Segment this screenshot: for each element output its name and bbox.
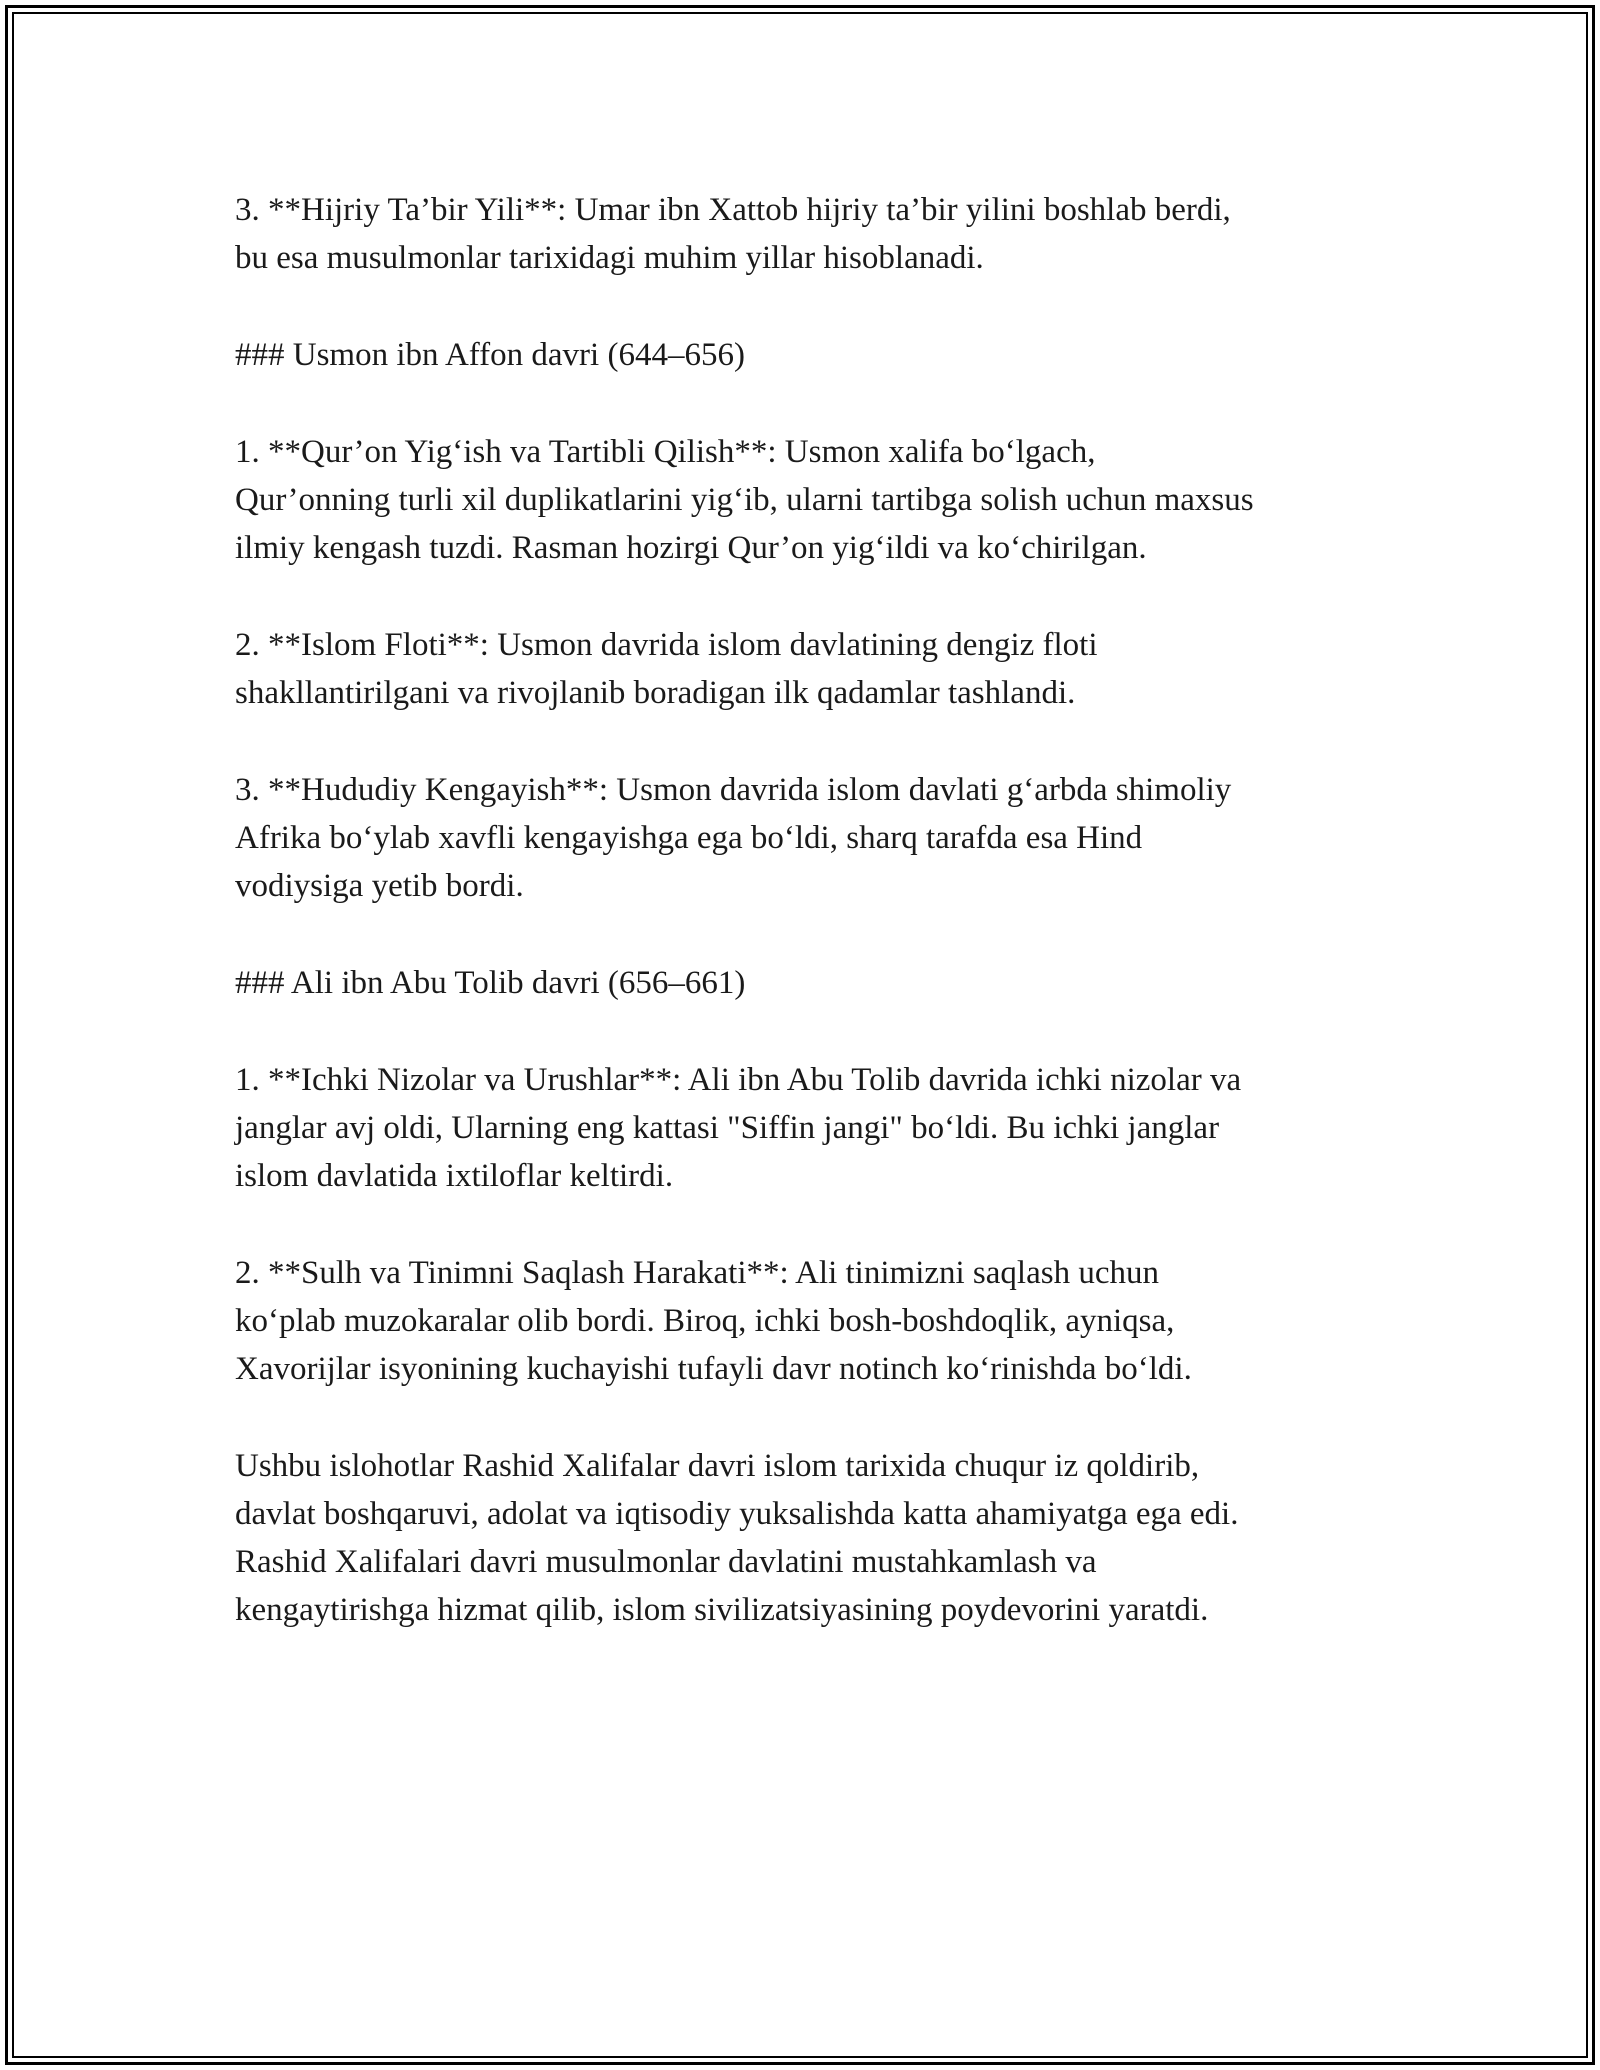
text-line: 2. **Islom Floti**: Usmon davrida islom davlatining dengiz floti [235,627,1098,663]
text-line: islom davlatida ixtiloflar keltirdi. [235,1158,674,1194]
text-line: ko‘plab muzokaralar olib bordi. Biroq, ichki bosh-boshdoqlik, ayniqsa, [235,1303,1175,1339]
text-line: shakllantirilgani va rivojlanib boradigan ilk qadamlar tashlandi. [235,675,1076,711]
text-line: vodiysiga yetib bordi. [235,868,524,904]
text-line: bu esa musulmonlar tarixidagi muhim yillar hisoblanadi. [235,240,984,276]
text-line: Qur’onning turli xil duplikatlarini yig‘ib, ularni tartibga solish uchun maxsus [235,482,1254,518]
text-line: ilmiy kengash tuzdi. Rasman hozirgi Qur’on yig‘ildi va ko‘chirilgan. [235,530,1147,566]
list-item-sulh-harakati [235,1249,1375,1393]
text-line: kengaytirishga hizmat qilib, islom sivilizatsiyasining poydevorini yaratdi. [235,1592,1209,1628]
heading-line: ### Usmon ibn Affon davri (644–656) [235,337,745,373]
text-line: janglar avj oldi, Ularning eng kattasi "Siffin jangi" bo‘ldi. Bu ichki janglar [235,1110,1220,1146]
text-line: davlat boshqaruvi, adolat va iqtisodiy yuksalishda katta ahamiyatga ega edi. [235,1496,1239,1532]
list-item-ichki-nizolar [235,1056,1375,1200]
list-item-hududiy-kengayish [235,766,1375,910]
section-heading-usmon [235,331,1375,379]
heading-line: ### Ali ibn Abu Tolib davri (656–661) [235,965,746,1001]
text-line: Ushbu islohotlar Rashid Xalifalar davri islom tarixida chuqur iz qoldirib, [235,1448,1200,1484]
text-line: Rashid Xalifalari davri musulmonlar davlatini mustahkamlash va [235,1544,1097,1580]
text-line: 1. **Ichki Nizolar va Urushlar**: Ali ibn Abu Tolib davrida ichki nizolar va [235,1062,1242,1098]
text-line: Xavorijlar isyonining kuchayishi tufayli davr notinch ko‘rinishda bo‘ldi. [235,1351,1192,1387]
conclusion-paragraph [235,1442,1375,1634]
list-item-islom-floti [235,621,1375,717]
text-line: 1. **Qur’on Yig‘ish va Tartibli Qilish**: Usmon xalifa bo‘lgach, [235,434,1096,470]
text-line: 2. **Sulh va Tinimni Saqlash Harakati**: Ali tinimizni saqlash uchun [235,1255,1159,1291]
text-line: Afrika bo‘ylab xavfli kengayishga ega bo‘ldi, sharq tarafda esa Hind [235,820,1143,856]
section-heading-ali [235,959,1375,1007]
document-body [235,186,1375,1634]
text-line: 3. **Hijriy Ta’bir Yili**: Umar ibn Xattob hijriy ta’bir yilini boshlab berdi, [235,192,1231,228]
list-item-quron-yigish [235,428,1375,572]
text-line: 3. **Hududiy Kengayish**: Usmon davrida islom davlati g‘arbda shimoliy [235,772,1232,808]
list-item-hijriy-tabir-yili [235,186,1375,282]
